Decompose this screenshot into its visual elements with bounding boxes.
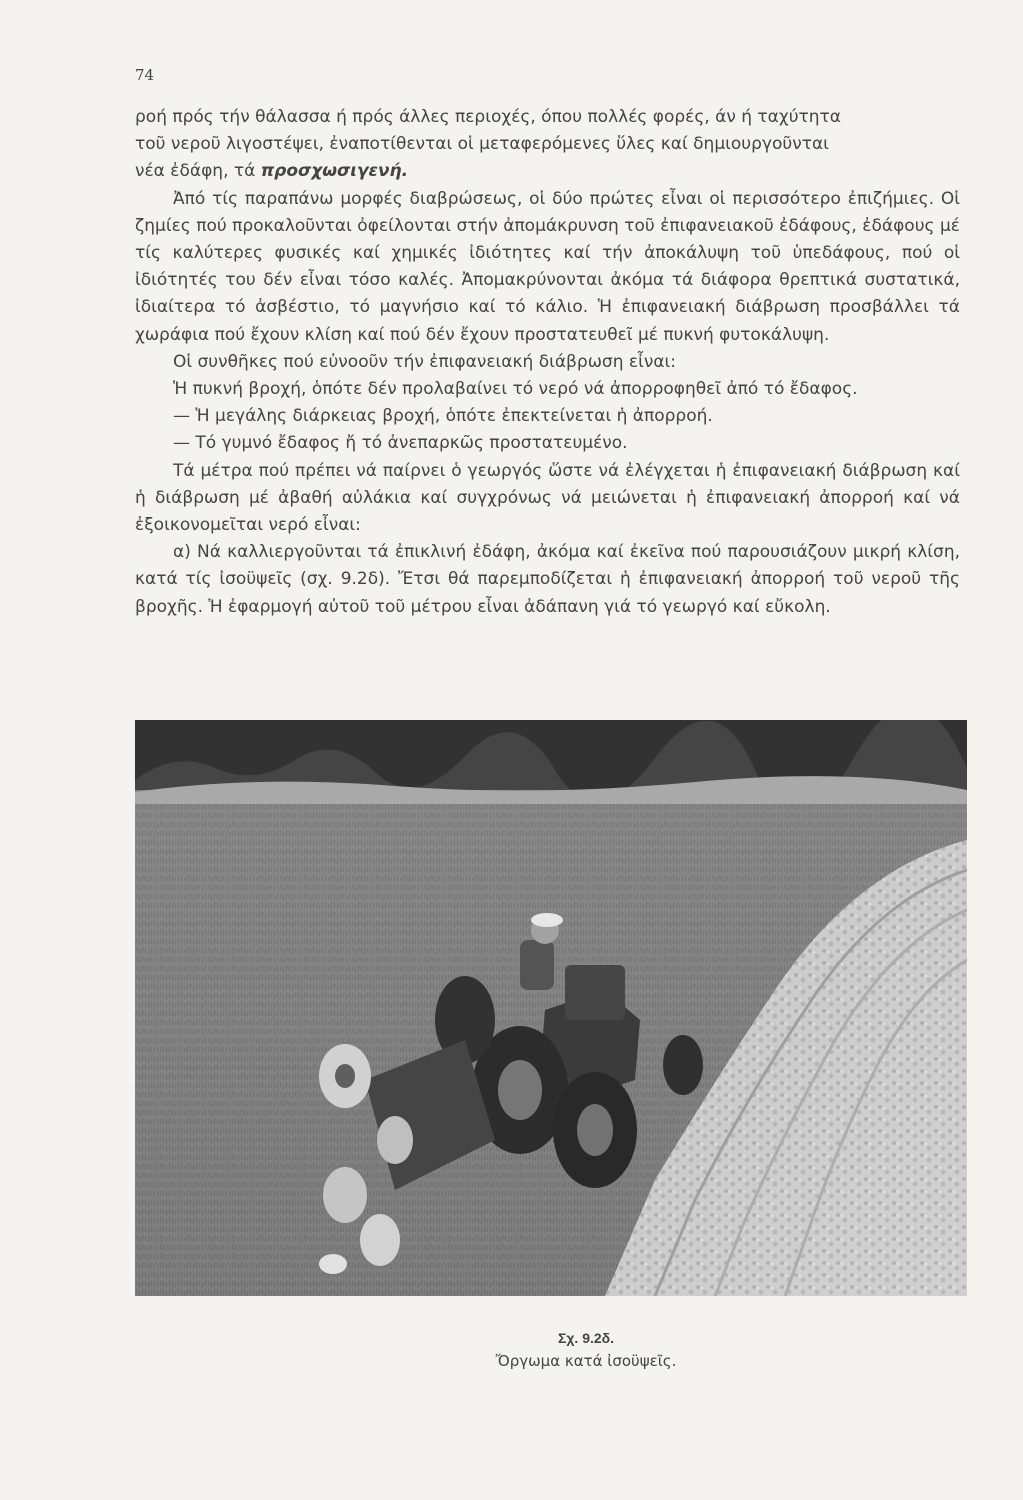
emphasis-term: προσχωσιγενή. [260,161,409,182]
tractor-plowing-photo [135,720,967,1296]
caption-number: Σχ. 9.2δ. [557,1330,615,1346]
paragraph-3: Οἱ συνθῆκες πού εὐνοοῦν τήν ἐπιφανειακή διάβρωση εἶναι: [173,351,677,372]
figure-photo [135,720,967,1296]
paragraph-1-line-1: ροή πρός τήν θάλασσα ή πρός άλλες περιοχές, όπου πολλές φορές, άν ή ταχύτητα [135,107,841,127]
paragraph-7: Τά μέτρα πού πρέπει νά παίρνει ὁ γεωργός ὥστε νά ἐλέγχεται ἡ ἐπιφανειακή διάβρωση καί ἡ διάβρωση μέ ἀβαθή αὐλάκια καί συγχρόνως νά μειώνεται ἡ ἐπιφανειακή ἀπορροή καί νά ἐξοικονομεῖται νερό εἶναι: [135,460,960,536]
page-number: 74 [135,66,155,84]
paragraph-1 [135,104,960,186]
paragraph-5: — Ἡ μεγάλης διάρκειας βροχή, ὁπότε ἐπεκτείνεται ἡ ἀπορροή. [173,406,713,427]
figure-caption [135,1330,967,1370]
paragraph-1-line-2: τοῦ νεροῦ λιγοστέψει, ἐναποτίθενται οἱ μεταφερόμενες ὕλες καί δημιουργοῦνται [135,134,829,155]
paragraph-6: — Τό γυμνό ἔδαφος ἤ τό ἀνεπαρκῶς προστατευμένο. [173,433,628,454]
body-text [135,104,960,621]
paragraph-4: Ἡ πυκνή βροχή, ὁπότε δέν προλαβαίνει τό νερό νά ἀπορροφηθεῖ ἀπό τό ἔδαφος. [173,379,858,400]
caption-text: Ὄργωμα κατά ἰσοϋψεῖς. [495,1352,677,1370]
paragraph-1-line-3: νέα ἐδάφη, τά [135,161,256,182]
paragraph-8: α) Νά καλλιεργοῦνται τά ἐπικλινή ἐδάφη, ἀκόμα καί ἐκεῖνα πού παρουσιάζουν μικρή κλίση, κατά τίς ἰσοϋψεῖς (σχ. 9.2δ). Ἔτσι θά παρεμποδίζεται ἡ ἐπιφανειακή ἀπορροή τοῦ νεροῦ τῆς βροχῆς. Ἡ ἐφαρμογή αὐτοῦ τοῦ μέτρου εἶναι ἀδάπανη γιά τό γεωργό καί εὔκολη. [135,542,960,617]
paragraph-2: Ἀπό τίς παραπάνω μορφές διαβρώσεως, οἱ δύο πρώτες εἶναι οἱ περισσότερο ἐπιζήμιες. Οἱ ζημίες πού προκαλοῦνται ὀφείλονται στήν ἀπομάκρυνση τοῦ ἐπιφανειακοῦ ἐδάφους, ἐδάφους μέ τίς καλύτερες φυσικές καί χημικές ἰδιότητες καί τήν ἀποκάλυψη τοῦ ὑπεδάφους, πού οἱ ἰδιότητές του δέν εἶναι τόσο καλές. Ἀπομακρύνονται ἀκόμα τά διάφορα θρεπτικά συστατικά, ἰδιαίτερα τό ἀσβέστιο, τό μαγνήσιο καί τό κάλιο. Ἡ ἐπιφανειακή διάβρωση προσβάλλει τά χωράφια πού ἔχουν κλίση καί πού δέν ἔχουν προστατευθεῖ μέ πυκνή φυτοκάλυψη. [135,188,960,345]
